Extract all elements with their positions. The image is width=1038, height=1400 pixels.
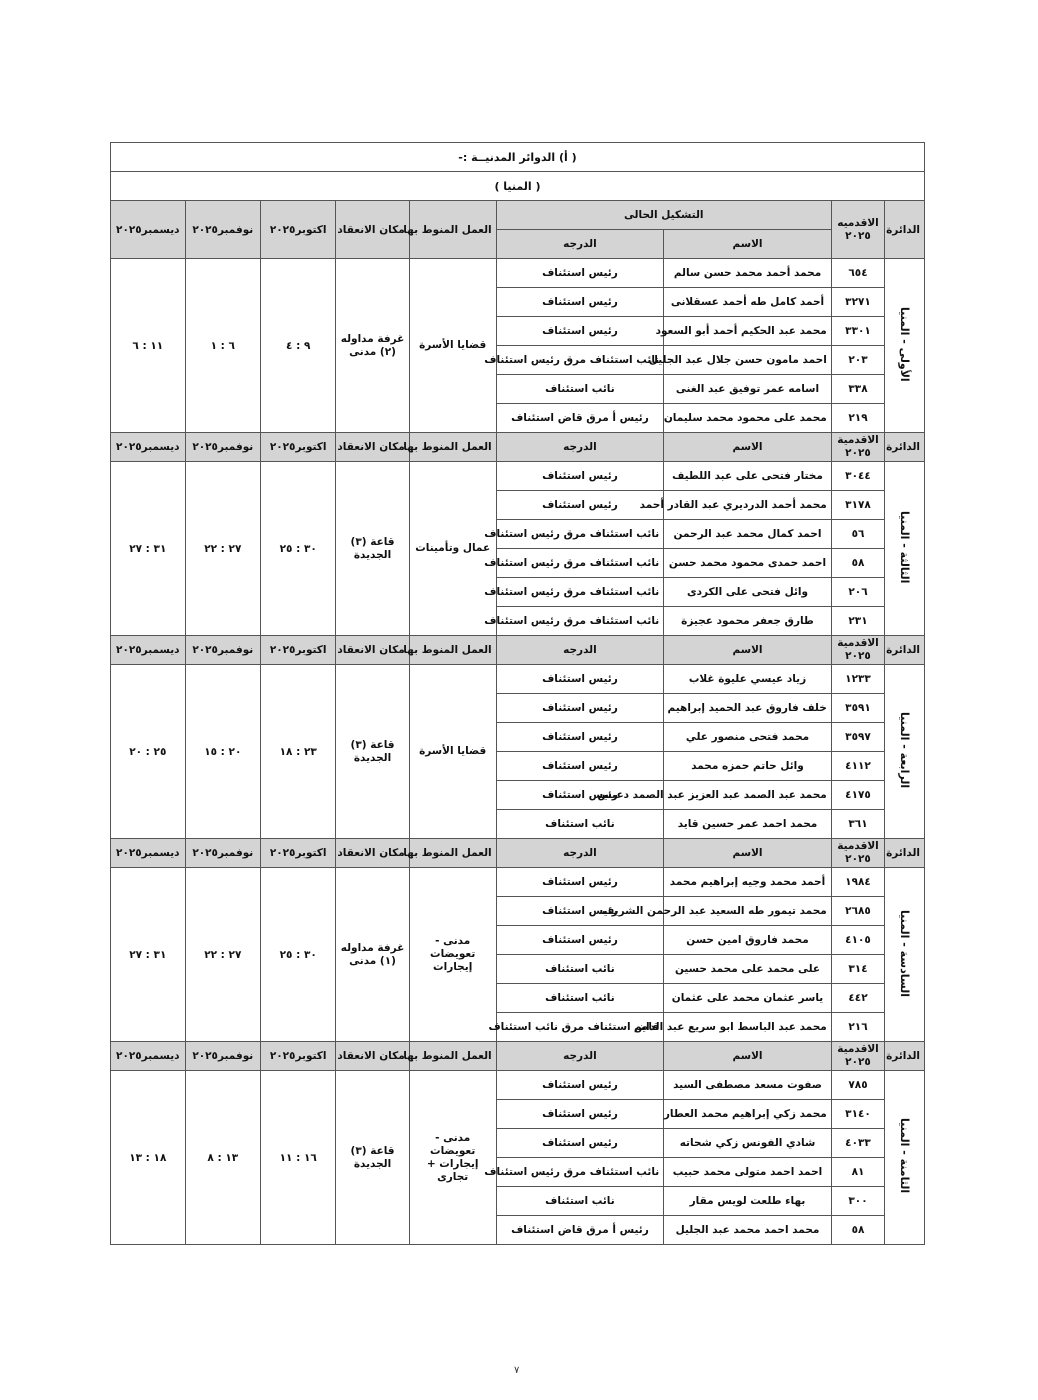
member-rank: رئيس استئناف — [496, 781, 664, 810]
member-rank: نائب استئناف مرق رئيس استئناف — [496, 1158, 664, 1187]
member-name: زياد عيسي عليوة غلاب — [664, 665, 832, 694]
circle-dec: ١١ : ٦ — [111, 259, 186, 433]
member-name: محمد تيمور طه السعيد عبد الرحمن الشريف — [664, 897, 832, 926]
member-seniority: ٤٤٢ — [831, 984, 884, 1013]
member-name: أحمد كامل طه أحمد عسقلانى — [664, 288, 832, 317]
circle-dec: ٢٥ : ٢٠ — [111, 665, 186, 839]
circle-venue: غرفة مداوله (١) مدنى — [336, 868, 409, 1042]
member-name: محمد أحمد الدرديري عبد القادر أحمد — [664, 491, 832, 520]
header-circle: الدائرة — [885, 201, 925, 259]
circle-oct: ١٦ : ١١ — [260, 1071, 335, 1245]
circle-name — [885, 665, 925, 839]
circles-table — [110, 142, 925, 1245]
circle-venue: غرفة مداوله (٢) مدنى — [336, 259, 409, 433]
member-seniority: ٤١١٢ — [831, 752, 884, 781]
member-rank: نائب استئناف مرق رئيس استئناف — [496, 549, 664, 578]
header-name: الاسم — [664, 433, 832, 462]
header-rank: الدرجه — [496, 433, 664, 462]
member-seniority: ٨١ — [831, 1158, 884, 1187]
member-seniority: ٣٦١ — [831, 810, 884, 839]
member-seniority: ٣١٤٠ — [831, 1100, 884, 1129]
member-seniority: ٢٦٨٥ — [831, 897, 884, 926]
header-venue: مكان الانعقاد — [336, 433, 409, 462]
member-rank: رئيس استئناف — [496, 926, 664, 955]
member-rank: رئيس استئناف — [496, 1100, 664, 1129]
member-rank: نائب استئناف مرق رئيس استئناف — [496, 346, 664, 375]
member-rank: رئيس استئناف — [496, 1071, 664, 1100]
circle-name — [885, 462, 925, 636]
circle-nov: ١٣ : ٨ — [185, 1071, 260, 1245]
circle-venue: قاعة (٣) الجديدة — [336, 665, 409, 839]
circle-nov: ٦ : ١ — [185, 259, 260, 433]
table-row — [111, 259, 925, 288]
member-name: وائل حاتم حمزه محمد — [664, 752, 832, 781]
header-seniority: الاقدمية ٢٠٢٥ — [831, 636, 884, 665]
header-nov: نوفمبر٢٠٢٥ — [185, 201, 260, 259]
page-number: ٧ — [514, 1365, 520, 1376]
header-rank: الدرجه — [496, 1042, 664, 1071]
member-rank: نائب استئناف مرق رئيس استئناف — [496, 520, 664, 549]
circle-work: عمال وتأمينات — [409, 462, 496, 636]
member-rank: رئيس استئناف — [496, 897, 664, 926]
circle-name-label: الرابعة - المنيا — [898, 711, 912, 789]
member-name: اسامه عمر توفيق عبد الغنى — [664, 375, 832, 404]
member-seniority: ٣٣٠١ — [831, 317, 884, 346]
member-rank: رئيس استئناف — [496, 259, 664, 288]
header-name: الاسم — [664, 230, 832, 259]
circle-nov: ٢٧ : ٢٢ — [185, 462, 260, 636]
header-oct: اكتوبر٢٠٢٥ — [260, 201, 335, 259]
table-row — [111, 1071, 925, 1100]
member-name: صفوت مسعد مصطفى السيد — [664, 1071, 832, 1100]
member-rank: نائب استئناف — [496, 375, 664, 404]
member-seniority: ٣٣٨ — [831, 375, 884, 404]
member-rank: رئيس أ مرق قاض استئناف — [496, 1216, 664, 1245]
header-nov: نوفمبر٢٠٢٥ — [185, 1042, 260, 1071]
header-dec: ديسمبر٢٠٢٥ — [111, 839, 186, 868]
member-name: محمد زكي إبراهيم محمد العطار — [664, 1100, 832, 1129]
member-rank: رئيس استئناف — [496, 723, 664, 752]
table-row — [111, 462, 925, 491]
circle-oct: ٣٠ : ٢٥ — [260, 462, 335, 636]
circle-nov: ٢٠ : ١٥ — [185, 665, 260, 839]
circle-name-label: الثامنة - المنيا — [898, 1118, 912, 1194]
member-rank: رئيس استئناف — [496, 665, 664, 694]
header-rank: الدرجه — [496, 839, 664, 868]
member-rank: نائب استئناف مرق رئيس استئناف — [496, 578, 664, 607]
circle-name — [885, 1071, 925, 1245]
member-name: احمد كمال محمد عبد الرحمن — [664, 520, 832, 549]
circle-dec: ١٨ : ١٣ — [111, 1071, 186, 1245]
header-venue: مكان الانعقاد — [336, 1042, 409, 1071]
member-seniority: ٤٠٣٣ — [831, 1129, 884, 1158]
header-oct: اكتوبر٢٠٢٥ — [260, 1042, 335, 1071]
region-title: ( المنيا ) — [111, 172, 925, 201]
member-seniority: ٣٠٤٤ — [831, 462, 884, 491]
member-rank: رئيس استئناف — [496, 288, 664, 317]
member-seniority: ٥٨ — [831, 549, 884, 578]
member-seniority: ٣٥٩١ — [831, 694, 884, 723]
circle-name-label: السادسة - المنيا — [898, 909, 912, 997]
member-name: ياسر عثمان محمد على عثمان — [664, 984, 832, 1013]
header-nov: نوفمبر٢٠٢٥ — [185, 636, 260, 665]
circle-name-label: الثالثة - المنيا — [898, 510, 912, 584]
circle-name — [885, 868, 925, 1042]
circle-name — [885, 259, 925, 433]
header-work: العمل المنوط بها — [409, 1042, 496, 1071]
circle-oct: ٣٠ : ٢٥ — [260, 868, 335, 1042]
member-rank: نائب استئناف — [496, 984, 664, 1013]
member-rank: نائب استئناف — [496, 955, 664, 984]
member-seniority: ١٢٣٣ — [831, 665, 884, 694]
header-circle: الدائرة — [885, 839, 925, 868]
circle-nov: ٢٧ : ٢٢ — [185, 868, 260, 1042]
circle-name-label: الأولى - المنيا — [898, 306, 912, 382]
member-name: احمد حمدى محمود محمد حسن — [664, 549, 832, 578]
member-rank: رئيس استئناف — [496, 491, 664, 520]
table-row — [111, 665, 925, 694]
header-name: الاسم — [664, 1042, 832, 1071]
member-name: محمد على محمود محمد سليمان — [664, 404, 832, 433]
member-seniority: ٣١٧٨ — [831, 491, 884, 520]
member-seniority: ٧٨٥ — [831, 1071, 884, 1100]
section-title: ( أ) الدوائر المدنيــة :- — [111, 143, 925, 172]
member-name: محمد عبد الحكيم أحمد أبو السعود — [664, 317, 832, 346]
member-name: على محمد على محمد حسين — [664, 955, 832, 984]
member-name: بهاء طلعت لويس مقار — [664, 1187, 832, 1216]
header-dec: ديسمبر٢٠٢٥ — [111, 1042, 186, 1071]
member-rank: رئيس استئناف — [496, 317, 664, 346]
member-seniority: ٥٦ — [831, 520, 884, 549]
header-venue: مكان الانعقاد — [336, 839, 409, 868]
circle-oct: ٢٣ : ١٨ — [260, 665, 335, 839]
member-name: محمد فتحى منصور علي — [664, 723, 832, 752]
member-seniority: ٣٢٧١ — [831, 288, 884, 317]
member-name: شادي الفونس زكي شحاته — [664, 1129, 832, 1158]
header-dec: ديسمبر٢٠٢٥ — [111, 636, 186, 665]
circle-venue: قاعة (٣) الجديدة — [336, 462, 409, 636]
header-nov: نوفمبر٢٠٢٥ — [185, 839, 260, 868]
header-name: الاسم — [664, 636, 832, 665]
header-nov: نوفمبر٢٠٢٥ — [185, 433, 260, 462]
header-rank: الدرجه — [496, 636, 664, 665]
member-rank: رئيس استئناف — [496, 752, 664, 781]
header-circle: الدائرة — [885, 433, 925, 462]
header-circle: الدائرة — [885, 1042, 925, 1071]
header-name: الاسم — [664, 839, 832, 868]
circle-dec: ٣١ : ٢٧ — [111, 868, 186, 1042]
header-work: العمل المنوط بها — [409, 433, 496, 462]
member-name: محمد احمد عمر حسين قايد — [664, 810, 832, 839]
member-rank: رئيس استئناف — [496, 462, 664, 491]
circle-work: قضايا الأسرة — [409, 259, 496, 433]
member-seniority: ١٩٨٤ — [831, 868, 884, 897]
member-seniority: ٢٠٣ — [831, 346, 884, 375]
header-rank: الدرجه — [496, 230, 664, 259]
header-oct: اكتوبر٢٠٢٥ — [260, 636, 335, 665]
circle-oct: ٩ : ٤ — [260, 259, 335, 433]
header-oct: اكتوبر٢٠٢٥ — [260, 433, 335, 462]
member-name: طارق جعفر محمود عجيزة — [664, 607, 832, 636]
circle-dec: ٣١ : ٢٧ — [111, 462, 186, 636]
header-circle: الدائرة — [885, 636, 925, 665]
member-name: أحمد محمد وجيه إبراهيم محمد — [664, 868, 832, 897]
member-seniority: ٦٥٤ — [831, 259, 884, 288]
member-seniority: ٣١٤ — [831, 955, 884, 984]
header-seniority: الاقدميه ٢٠٢٥ — [831, 201, 884, 259]
member-name: احمد احمد متولى محمد حبيب — [664, 1158, 832, 1187]
member-seniority: ٤١٠٥ — [831, 926, 884, 955]
header-work: العمل المنوط بها — [409, 839, 496, 868]
header-seniority: الاقدمية ٢٠٢٥ — [831, 1042, 884, 1071]
member-rank: نائب استئناف مرق رئيس استئناف — [496, 607, 664, 636]
member-rank: قاض استئناف مرق نائب استئناف — [496, 1013, 664, 1042]
member-name: محمد عبد الباسط ابو سريع عبد الدايم — [664, 1013, 832, 1042]
member-seniority: ٤١٧٥ — [831, 781, 884, 810]
member-name: محمد عبد الصمد عبد العزيز عبد الصمد دعبس — [664, 781, 832, 810]
circle-work: مدنى - تعويضات إيجارات + تجارى — [409, 1071, 496, 1245]
member-seniority: ٥٨ — [831, 1216, 884, 1245]
member-name: محمد فاروق امين حسن — [664, 926, 832, 955]
member-rank: رئيس استئناف — [496, 1129, 664, 1158]
member-seniority: ٢١٦ — [831, 1013, 884, 1042]
header-formation: التشكيل الحالى — [496, 201, 831, 230]
member-name: محمد أحمد محمد حسن سالم — [664, 259, 832, 288]
header-seniority: الاقدمية ٢٠٢٥ — [831, 839, 884, 868]
header-dec: ديسمبر٢٠٢٥ — [111, 201, 186, 259]
table-row — [111, 868, 925, 897]
member-rank: رئيس استئناف — [496, 868, 664, 897]
circle-work: قضايا الأسرة — [409, 665, 496, 839]
member-seniority: ٢٣١ — [831, 607, 884, 636]
header-venue: مكان الانعقاد — [336, 636, 409, 665]
member-name: احمد مامون حسن جلال عبد الجليل — [664, 346, 832, 375]
member-seniority: ٣٥٩٧ — [831, 723, 884, 752]
member-name: خلف فاروق عبد الحميد إبراهيم — [664, 694, 832, 723]
member-seniority: ٣٠٠ — [831, 1187, 884, 1216]
header-work: العمل المنوط بها — [409, 201, 496, 259]
member-rank: نائب استئناف — [496, 1187, 664, 1216]
member-seniority: ٢١٩ — [831, 404, 884, 433]
member-seniority: ٢٠٦ — [831, 578, 884, 607]
header-seniority: الاقدمية ٢٠٢٥ — [831, 433, 884, 462]
member-name: وائل فتحى على الكردى — [664, 578, 832, 607]
header-venue: مكان الانعقاد — [336, 201, 409, 259]
circle-venue: قاعة (٣) الجديدة — [336, 1071, 409, 1245]
member-name: مختار فتحى على عبد اللطيف — [664, 462, 832, 491]
member-name: محمد احمد محمد عبد الجليل — [664, 1216, 832, 1245]
header-dec: ديسمبر٢٠٢٥ — [111, 433, 186, 462]
member-rank: نائب استئناف — [496, 810, 664, 839]
header-work: العمل المنوط بها — [409, 636, 496, 665]
header-oct: اكتوبر٢٠٢٥ — [260, 839, 335, 868]
member-rank: رئيس استئناف — [496, 694, 664, 723]
member-rank: رئيس أ مرق قاض استئناف — [496, 404, 664, 433]
circle-work: مدنى - تعويضات إيجارات — [409, 868, 496, 1042]
